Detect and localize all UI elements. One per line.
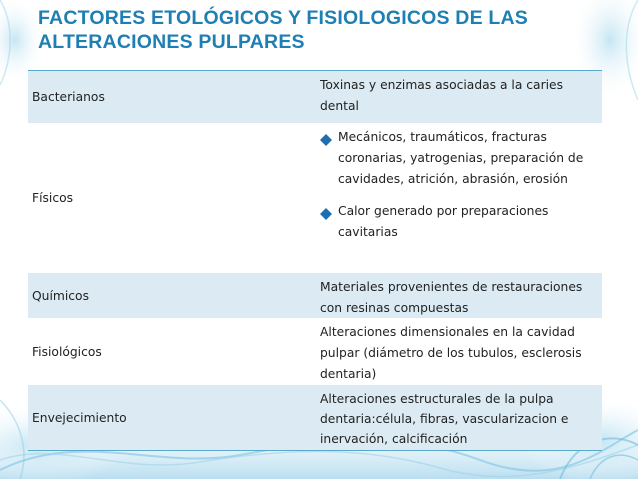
factor-cell: Envejecimiento — [32, 410, 127, 425]
description-cell: Alteraciones estructurales de la pulpa dentaria:célula, fibras, vascularizacion e inervación, calcificación — [320, 392, 569, 446]
factor-cell: Bacterianos — [32, 90, 105, 104]
slide-title: FACTORES ETOLÓGICOS Y FISIOLOGICOS DE LAS ALTERACIONES PULPARES — [38, 7, 528, 53]
table-row — [28, 273, 602, 318]
description-cell: Materiales provenientes de restauraciones con resinas compuestas — [320, 280, 583, 315]
description-cell: Alteraciones dimensionales en la cavidad pulpar (diámetro de los tubulos, esclerosis dentaria) — [320, 325, 582, 381]
table-row — [28, 123, 602, 273]
diamond-bullet-icon — [320, 201, 334, 227]
bullet-item — [320, 201, 602, 243]
diamond-bullet-icon — [320, 127, 334, 153]
description-cell: Toxinas y enzimas asociadas a la caries dental — [320, 78, 564, 113]
bullet-text: Calor generado por preparaciones cavitarias — [338, 204, 549, 239]
table-row — [28, 71, 602, 123]
factor-cell: Fisiológicos — [32, 344, 102, 359]
table-row — [28, 385, 602, 450]
table-row — [28, 318, 602, 385]
factors-table — [28, 70, 602, 451]
table-bottom-rule — [28, 450, 602, 451]
factor-cell: Químicos — [32, 288, 89, 303]
description-cell — [314, 123, 602, 273]
bullet-item — [320, 127, 602, 190]
factor-cell: Físicos — [32, 191, 74, 205]
bullet-text: Mecánicos, traumáticos, fracturas coronarias, yatrogenias, preparación de cavidades, atrición, abrasión, erosión — [338, 130, 584, 186]
